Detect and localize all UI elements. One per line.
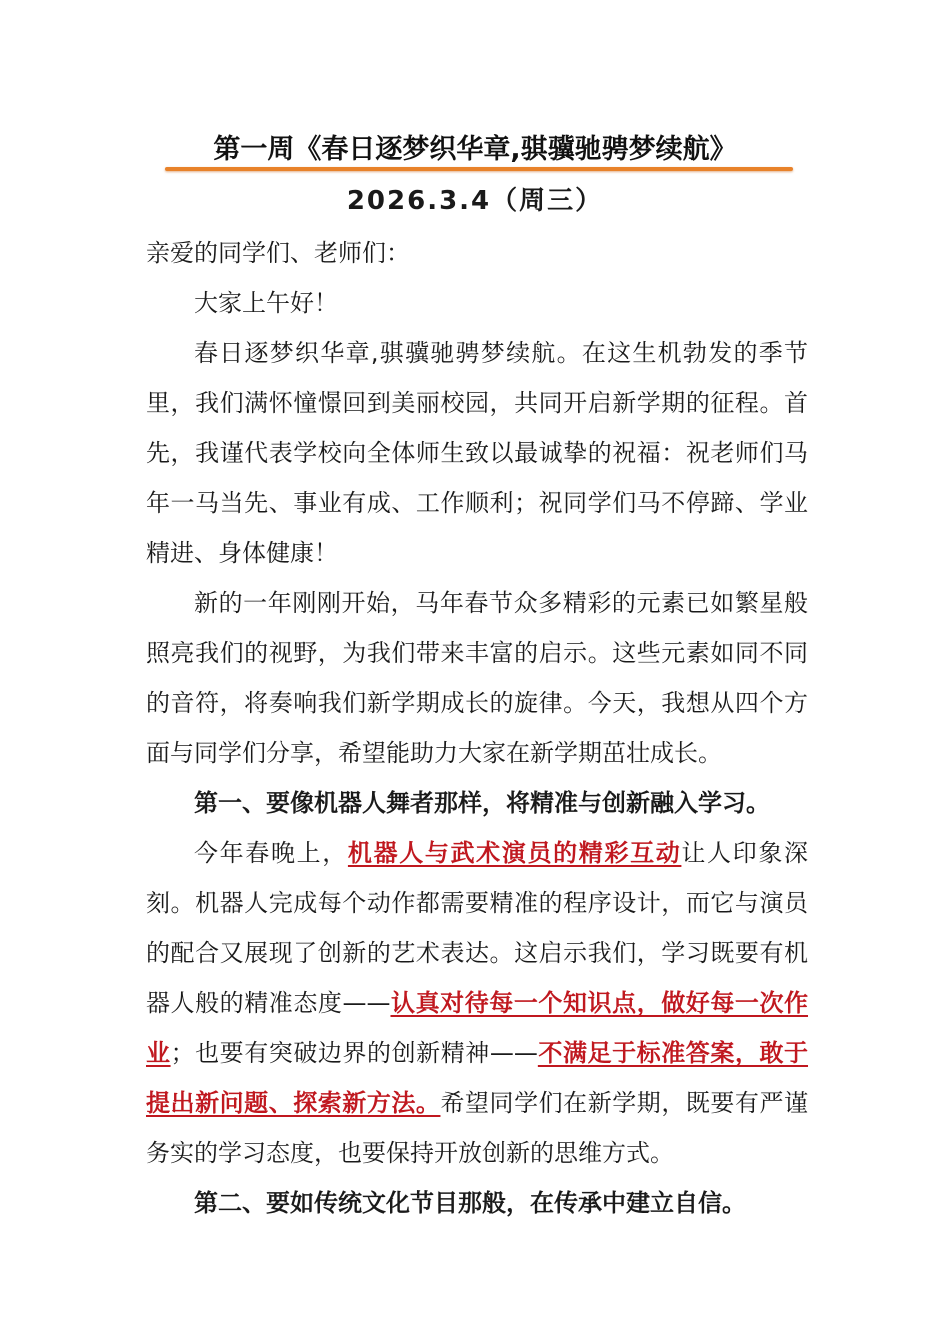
highlight-innovation: 不满足于标准答案，敢于提出新问题、探索新方法。 xyxy=(146,1039,809,1117)
document-body xyxy=(146,228,808,1228)
paragraph-3-text-4: 希望同学们在新学期，既要有严谨务实的学习态度，也要保持开放创新的思维方式。 xyxy=(146,1089,809,1167)
salutation: 亲爱的同学们、老师们： xyxy=(146,239,410,267)
greeting: 大家上午好！ xyxy=(194,289,338,317)
section-heading-2: 第二、要如传统文化节目那般，在传承中建立自信。 xyxy=(194,1189,746,1217)
highlight-precision: 认真对待每一个知识点，做好每一次作业 xyxy=(146,989,809,1067)
document-title: 第一周《春日逐梦织华章,骐骥驰骋梦续航》 xyxy=(213,134,737,165)
highlight-robot-interaction: 机器人与武术演员的精彩互动 xyxy=(347,839,682,867)
paragraph-2: 新的一年刚刚开始，马年春节众多精彩的元素已如繁星般照亮我们的视野，为我们带来丰富的启示。这些元素如同不同的音符，将奏响我们新学期成长的旋律。今天，我想从四个方面与同学们分享，希望能助力大家在新学期茁壮成长。 xyxy=(146,589,808,767)
paragraph-3-text-3: ；也要有突破边界的创新精神—— xyxy=(170,1039,538,1067)
paragraph-3-text-1: 今年春晚上， xyxy=(194,839,348,867)
paragraph-3-text-2: 让人印象深刻。机器人完成每个动作都需要精准的程序设计，而它与演员的配合又展现了创新的艺术表达。这启示我们，学习既要有机器人般的精准态度—— xyxy=(146,839,809,1017)
title-underline-rule xyxy=(165,167,793,171)
section-heading-1: 第一、要像机器人舞者那样，将精准与创新融入学习。 xyxy=(194,789,770,817)
paragraph-3 xyxy=(146,828,808,1178)
document-date: 2026.3.4（周三） xyxy=(346,186,604,216)
paragraph-1: 春日逐梦织华章,骐骥驰骋梦续航。在这生机勃发的季节里，我们满怀憧憬回到美丽校园，共同开启新学期的征程。首先，我谨代表学校向全体师生致以最诚挚的祝福：祝老师们马年一马当先、事业有成、工作顺利；祝同学们马不停蹄、学业精进、身体健康！ xyxy=(146,339,808,567)
